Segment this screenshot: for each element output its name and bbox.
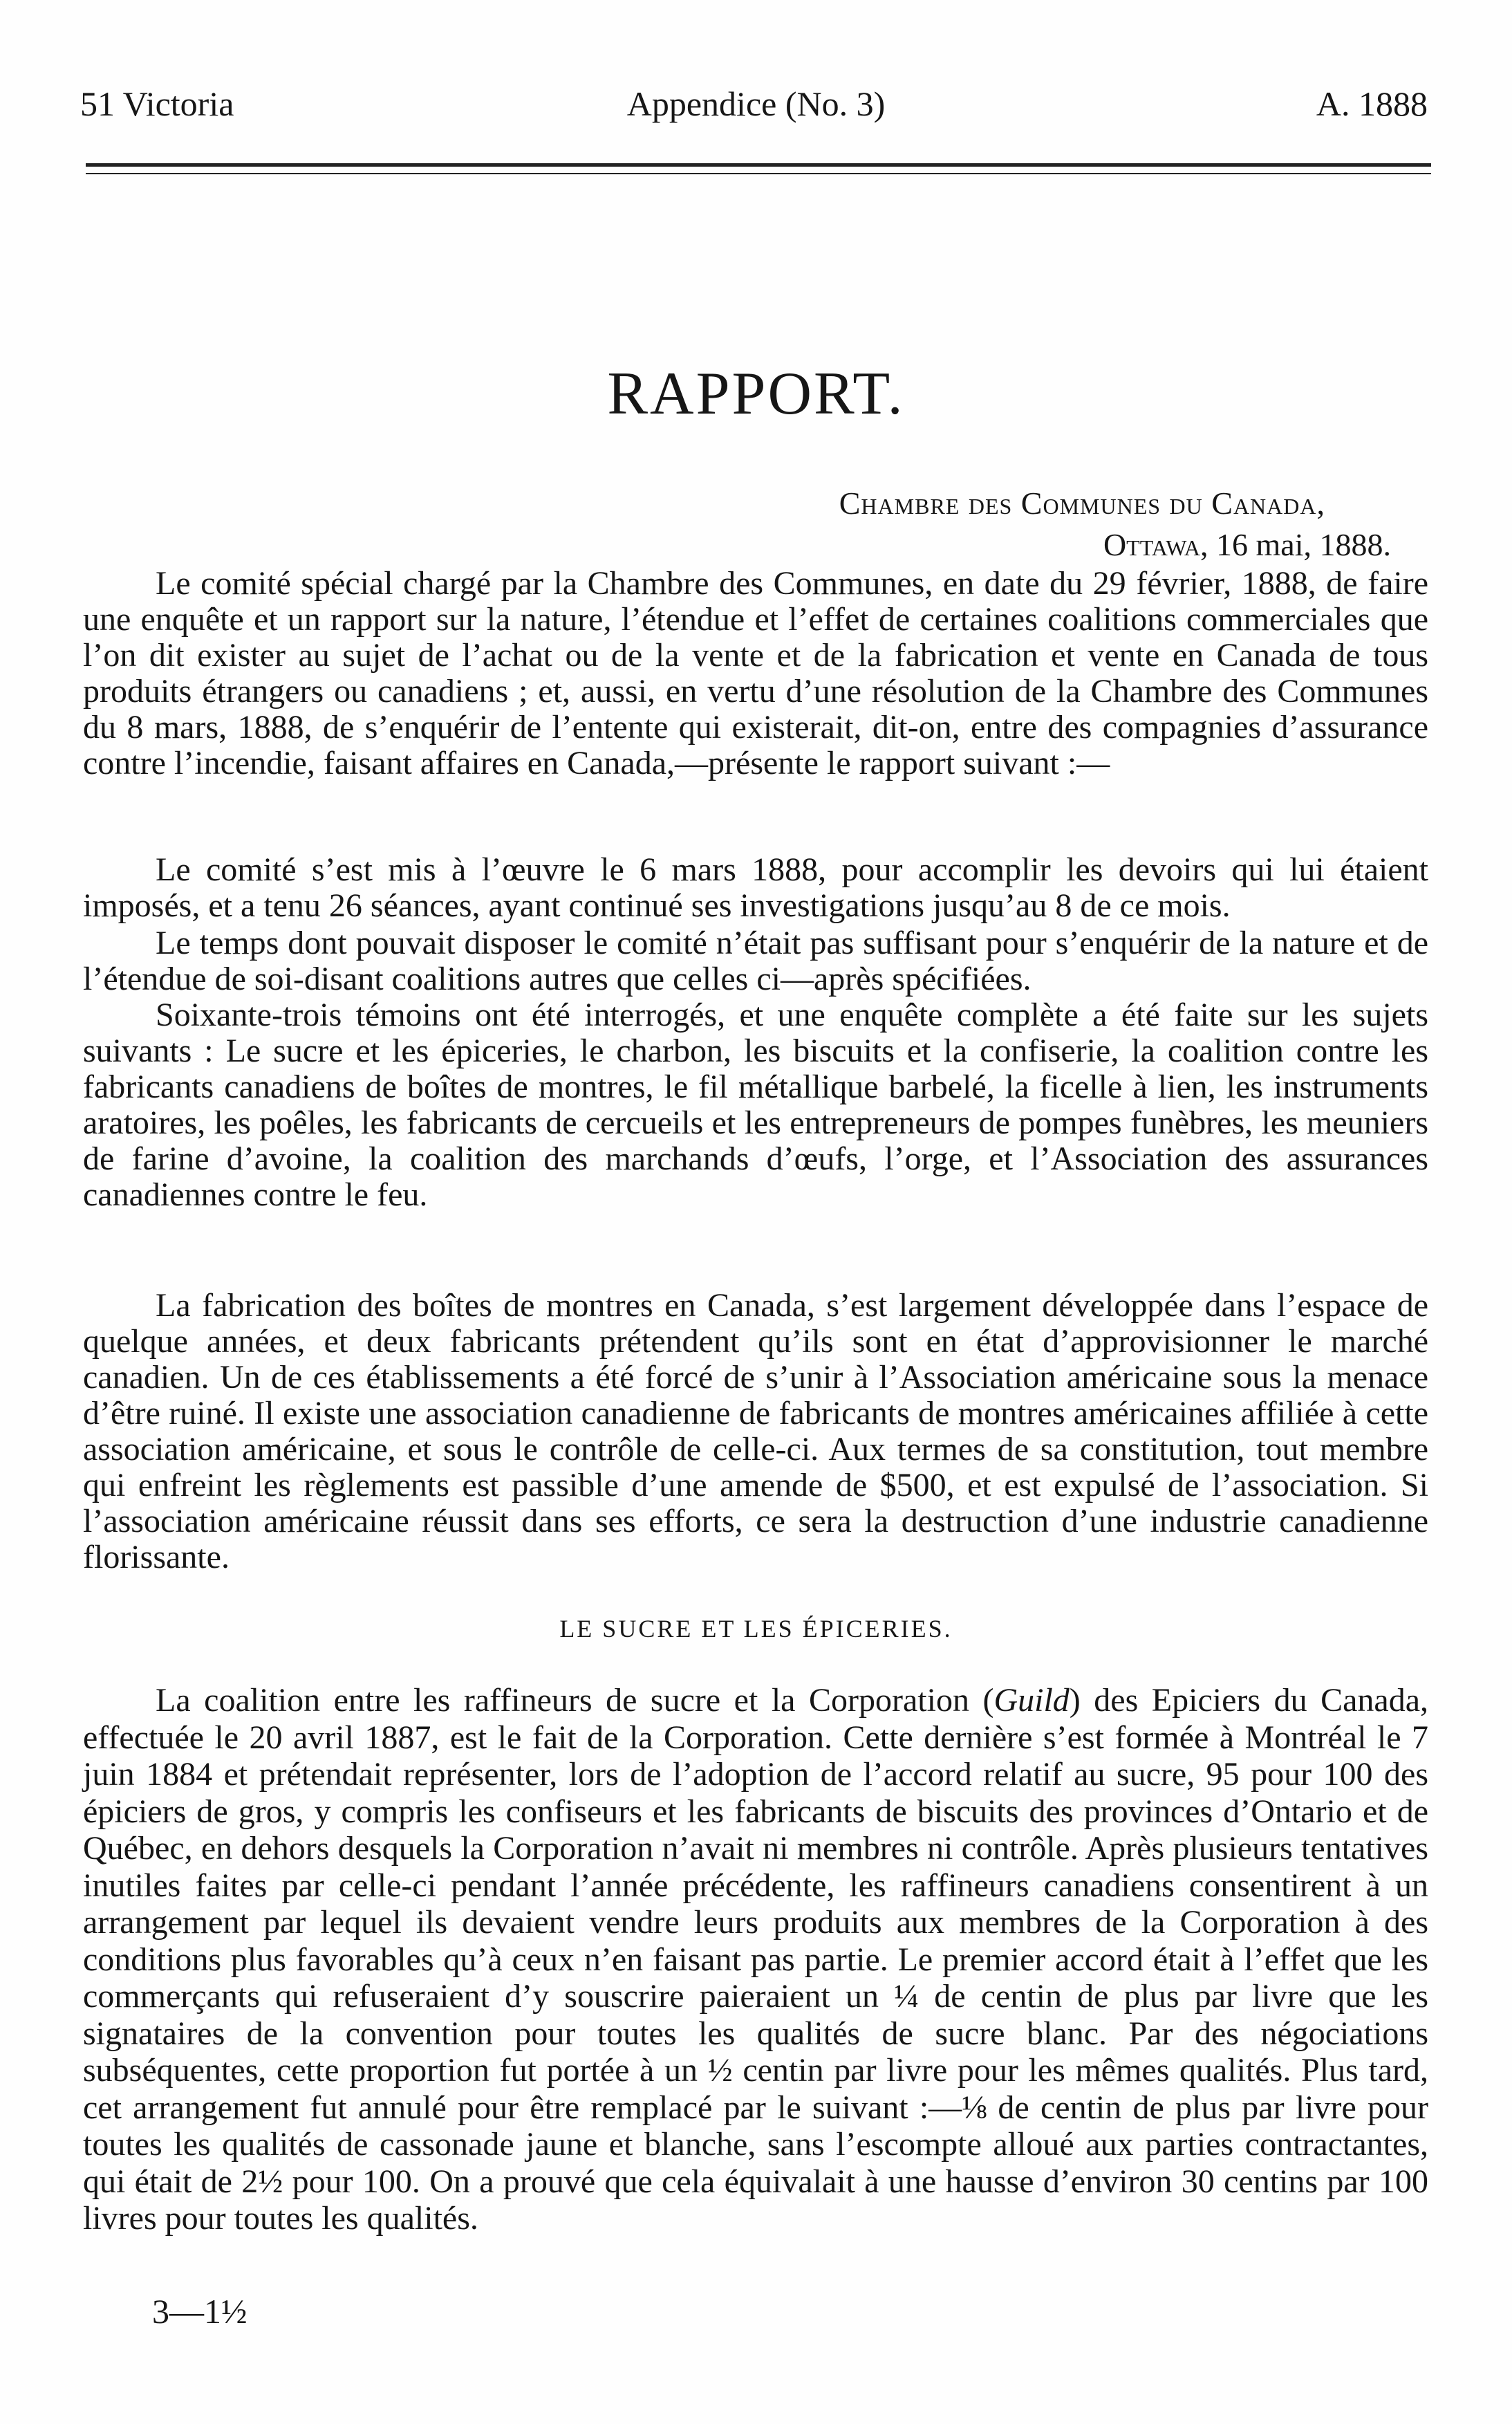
sugar-text-start: La coalition entre les raffineurs de sucre et la Corporation (: [156, 1682, 994, 1719]
report-title: RAPPORT.: [607, 360, 905, 427]
header-session: 51 Victoria: [80, 84, 234, 123]
paragraph-time-limit: Le temps dont pouvait disposer le comité n’était pas suffisant pour s’enquérir de la nature et de l’étendue de soi-disant coalitions autres que celles ci—après spécifiées.: [83, 925, 1428, 997]
paragraph-witnesses: Soixante-trois témoins ont été interrogés, et une enquête complète a été faite sur les sujets suivants : Le sucre et les épiceries, le charbon, les biscuits et la confiserie, la coalition contre les fabricants canadiens de boîtes de montres, le fil métallique barbelé, la ficelle à lien, les instruments aratoires, les poêles, les fabricants de cercueils et les entrepreneurs de pompes funèbres, les meuniers de farine d’avoine, la coalition des marchands d’œufs, l’orge, et l’Association des assurances canadiennes contre le feu.: [83, 997, 1428, 1213]
dateline-city: Ottawa: [1103, 527, 1201, 562]
dateline-place-date: [1103, 526, 1391, 564]
folio-signature: 3—1½: [152, 2292, 248, 2331]
header-rule-thin: [86, 173, 1431, 174]
dateline-chamber: Chambre des Communes du Canada,: [839, 485, 1325, 521]
paragraph-mandate: Le comité spécial chargé par la Chambre des Communes, en date du 29 février, 1888, de faire une enquête et un rapport sur la nature, l’étendue et l’effet de certaines coalitions commerciales que l’on dit exister au sujet de l’achat ou de la vente et de la fabrication et vente en Canada de tous produits étrangers ou canadiens ; et, aussi, en vertu d’une résolution de la Chambre des Communes du 8 mars, 1888, de s’enquérir de l’entente qui existerait, dit-on, entre des compagnies d’assurance contre l’incendie, faisant affaires en Canada,—présente le rapport suivant :—: [83, 565, 1428, 781]
paragraph-watch-cases: La fabrication des boîtes de montres en Canada, s’est largement développée dans l’espace de quelque années, et deux fabricants prétendent qu’ils sont en état d’approvisionner le marché canadien. Un de ces établissements a été forcé de s’unir à l’Association américaine sous la menace d’être ruiné. Il existe une association canadienne de fabricants de montres américaines affiliée à cette association américaine, et sous le contrôle de celle-ci. Aux termes de sa constitution, tout membre qui enfreint les règlements est passible d’une amende de $500, et est expulsé de l’association. Si l’association américaine réussit dans ses efforts, ce sera la destruction d’une industrie canadienne florissante.: [83, 1287, 1428, 1575]
paragraph-sugar-coalition: [83, 1682, 1428, 2237]
sugar-text-rest: ) des Epiciers du Canada, effectuée le 20 avril 1887, est le fait de la Corporation. Cette dernière s’est formée à Montréal le 7 juin 1884 et prétendait représenter, lors de l’adoption de l’accord relatif au sucre, 95 pour 100 des épiciers de gros, y compris les confiseurs et les fabricants de biscuits des provinces d’Ontario et de Québec, en dehors desquels la Corporation n’avait ni membres ni contrôle. Après plusieurs tentatives inutiles faites par celle-ci pendant l’année précédente, les raffineurs canadiens consentirent à un arrangement par lequel ils devaient vendre leurs produits aux membres de la Corporation à des conditions plus favorables qu’à ceux n’en faisant pas partie. Le premier accord était à l’effet que les commerçants qui refuseraient d’y souscrire paieraient un ¼ de centin de plus par livre que les signataires de la convention pour toutes les qualités de sucre blanc. Par des négociations subséquentes, cette proportion fut portée à un ½ centin par livre pour les mêmes qualités. Plus tard, cet arrangement fut annulé pour être remplacé par le suivant :—⅛ de centin de plus par livre pour toutes les qualités de cassonade jaune et blanche, sans l’escompte alloué aux parties contractantes, qui était de 2½ pour 100. On a prouvé que cela équivalait à une hausse d’environ 30 centins par 100 livres pour toutes les qualités.: [83, 1682, 1429, 2237]
header-appendix: Appendice (No. 3): [626, 84, 886, 123]
header-year: A. 1888: [1316, 84, 1428, 123]
paragraph-sittings: Le comité s’est mis à l’œuvre le 6 mars 1888, pour accomplir les devoirs qui lui étaient imposés, et a tenu 26 séances, ayant continué ses investigations jusqu’au 8 de ce mois.: [83, 851, 1428, 924]
dateline-date: , 16 mai, 1888.: [1200, 527, 1391, 562]
header-rule-thick: [86, 163, 1431, 167]
section-heading: LE SUCRE ET LES ÉPICERIES.: [559, 1615, 953, 1643]
sugar-text-italic: Guild: [993, 1682, 1070, 1719]
